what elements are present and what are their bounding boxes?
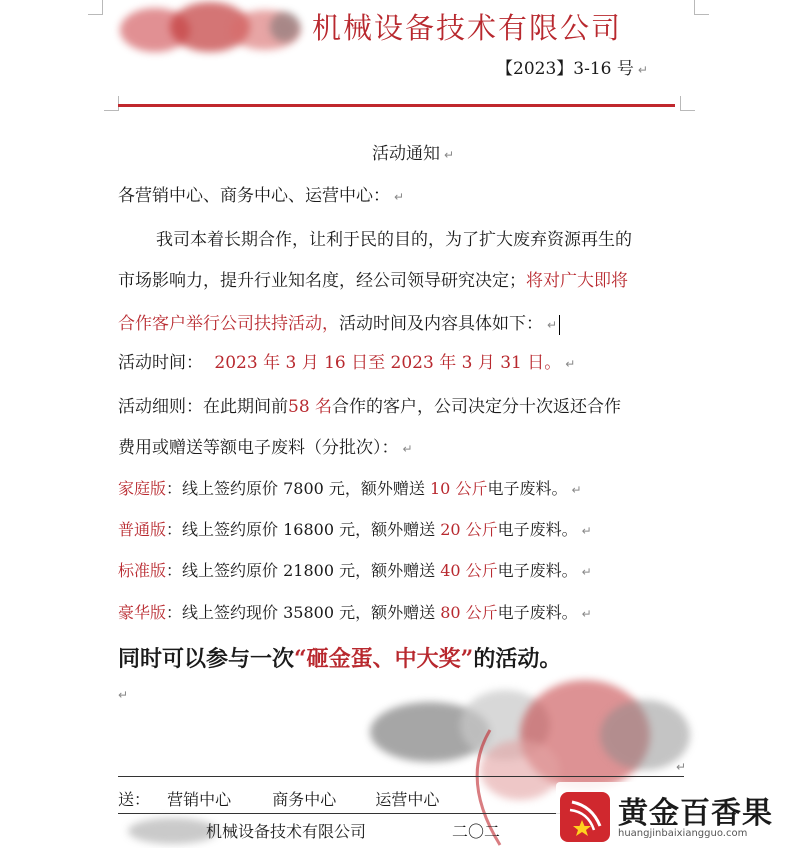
send-label: 送： bbox=[118, 790, 151, 809]
footer-redaction-smudge bbox=[118, 814, 213, 848]
page-corner-mark bbox=[680, 96, 695, 111]
paragraph-mark-icon: ↵ bbox=[571, 483, 582, 497]
plan-name: 普通版 bbox=[118, 520, 167, 539]
highlighted-text: 将对广大即将 bbox=[526, 271, 628, 291]
text-cursor bbox=[559, 315, 560, 335]
send-recipient: 营销中心 bbox=[167, 790, 232, 809]
activity-detail-line: 活动细则：在此期间前58 名合作的客户，公司决定分十次返还合作 bbox=[118, 397, 622, 417]
watermark-brand: 黄金百香果 bbox=[618, 796, 773, 831]
highlighted-text: “砸金蛋、中大奖” bbox=[294, 646, 474, 672]
activity-time bbox=[118, 348, 575, 373]
body-paragraph-line: 我司本着长期合作，让利于民的目的，为了扩大废弃资源再生的 bbox=[156, 230, 632, 250]
addressees: 各营销中心、商务中心、运营中心： ↵ bbox=[118, 186, 405, 206]
footer-rule bbox=[118, 776, 684, 777]
page-corner-mark bbox=[104, 96, 119, 111]
page-corner-mark bbox=[88, 0, 103, 15]
document-number bbox=[496, 54, 648, 79]
distribution-line bbox=[118, 787, 439, 810]
paragraph-mark-icon: ↵ bbox=[581, 565, 592, 579]
company-name: 机械设备技术有限公司 bbox=[312, 11, 623, 45]
highlighted-text: 合作客户举行公司扶持活动， bbox=[118, 314, 339, 334]
notice-title: 活动通知 ↵ bbox=[372, 144, 455, 164]
plan-item: 标准版：线上签约原价 21800 元，额外赠送 40 公斤电子废料。 ↵ bbox=[118, 561, 592, 580]
document-number-text: 【2023】3-16 号 bbox=[496, 59, 634, 79]
paragraph-mark-icon: ↵ bbox=[547, 318, 558, 332]
send-recipient: 商务中心 bbox=[272, 790, 337, 809]
footer-company: 机械设备技术有限公司 bbox=[206, 822, 367, 841]
plan-gift: 80 公斤 bbox=[440, 603, 498, 622]
plan-item: 家庭版：线上签约原价 7800 元，额外赠送 10 公斤电子废料。 ↵ bbox=[118, 479, 582, 498]
send-recipient: 运营中心 bbox=[375, 790, 440, 809]
footer-date: 二〇二 bbox=[452, 822, 501, 841]
body-paragraph-line: 合作客户举行公司扶持活动，活动时间及内容具体如下： ↵ bbox=[118, 309, 560, 335]
header-rule bbox=[118, 104, 675, 107]
activity-time-value: 2023 年 3 月 16 日至 2023 年 3 月 31 日。 bbox=[214, 353, 562, 373]
paragraph-mark-icon: ↵ bbox=[676, 760, 687, 774]
closing-line: 同时可以参与一次“砸金蛋、中大奖”的活动。 bbox=[118, 646, 562, 672]
paragraph-mark-icon: ↵ bbox=[118, 688, 129, 702]
plan-gift: 20 公斤 bbox=[440, 520, 498, 539]
page-corner-mark bbox=[694, 0, 709, 15]
paragraph-mark-icon: ↵ bbox=[581, 607, 592, 621]
redaction-smudge bbox=[120, 0, 310, 60]
plan-item: 豪华版：线上签约现价 35800 元，额外赠送 80 公斤电子废料。 ↵ bbox=[118, 603, 592, 622]
paragraph-mark-icon: ↵ bbox=[444, 148, 455, 162]
watermark-url: huangjinbaixiangguo.com bbox=[618, 828, 748, 839]
paragraph-mark-icon: ↵ bbox=[565, 357, 576, 371]
plan-item: 普通版：线上签约原价 16800 元，额外赠送 20 公斤电子废料。 ↵ bbox=[118, 520, 592, 539]
body-paragraph-line: 市场影响力，提升行业知名度，经公司领导研究决定；将对广大即将 bbox=[118, 271, 628, 291]
activity-detail-line: 费用或赠送等额电子废料（分批次）： ↵ bbox=[118, 438, 413, 458]
paragraph-mark-icon: ↵ bbox=[402, 442, 413, 456]
paragraph-mark-icon: ↵ bbox=[581, 524, 592, 538]
plan-gift: 40 公斤 bbox=[440, 561, 498, 580]
watermark-logo bbox=[556, 782, 792, 848]
activity-time-label: 活动时间： bbox=[118, 353, 203, 373]
star-logo-icon bbox=[560, 792, 610, 842]
plan-name: 豪华版 bbox=[118, 603, 167, 622]
plan-name: 标准版 bbox=[118, 561, 167, 580]
paragraph-mark-icon: ↵ bbox=[394, 190, 405, 204]
highlighted-text: 58 名 bbox=[288, 397, 333, 417]
paragraph-mark-icon: ↵ bbox=[637, 63, 648, 77]
plan-gift: 10 公斤 bbox=[430, 479, 488, 498]
plan-name: 家庭版 bbox=[118, 479, 167, 498]
